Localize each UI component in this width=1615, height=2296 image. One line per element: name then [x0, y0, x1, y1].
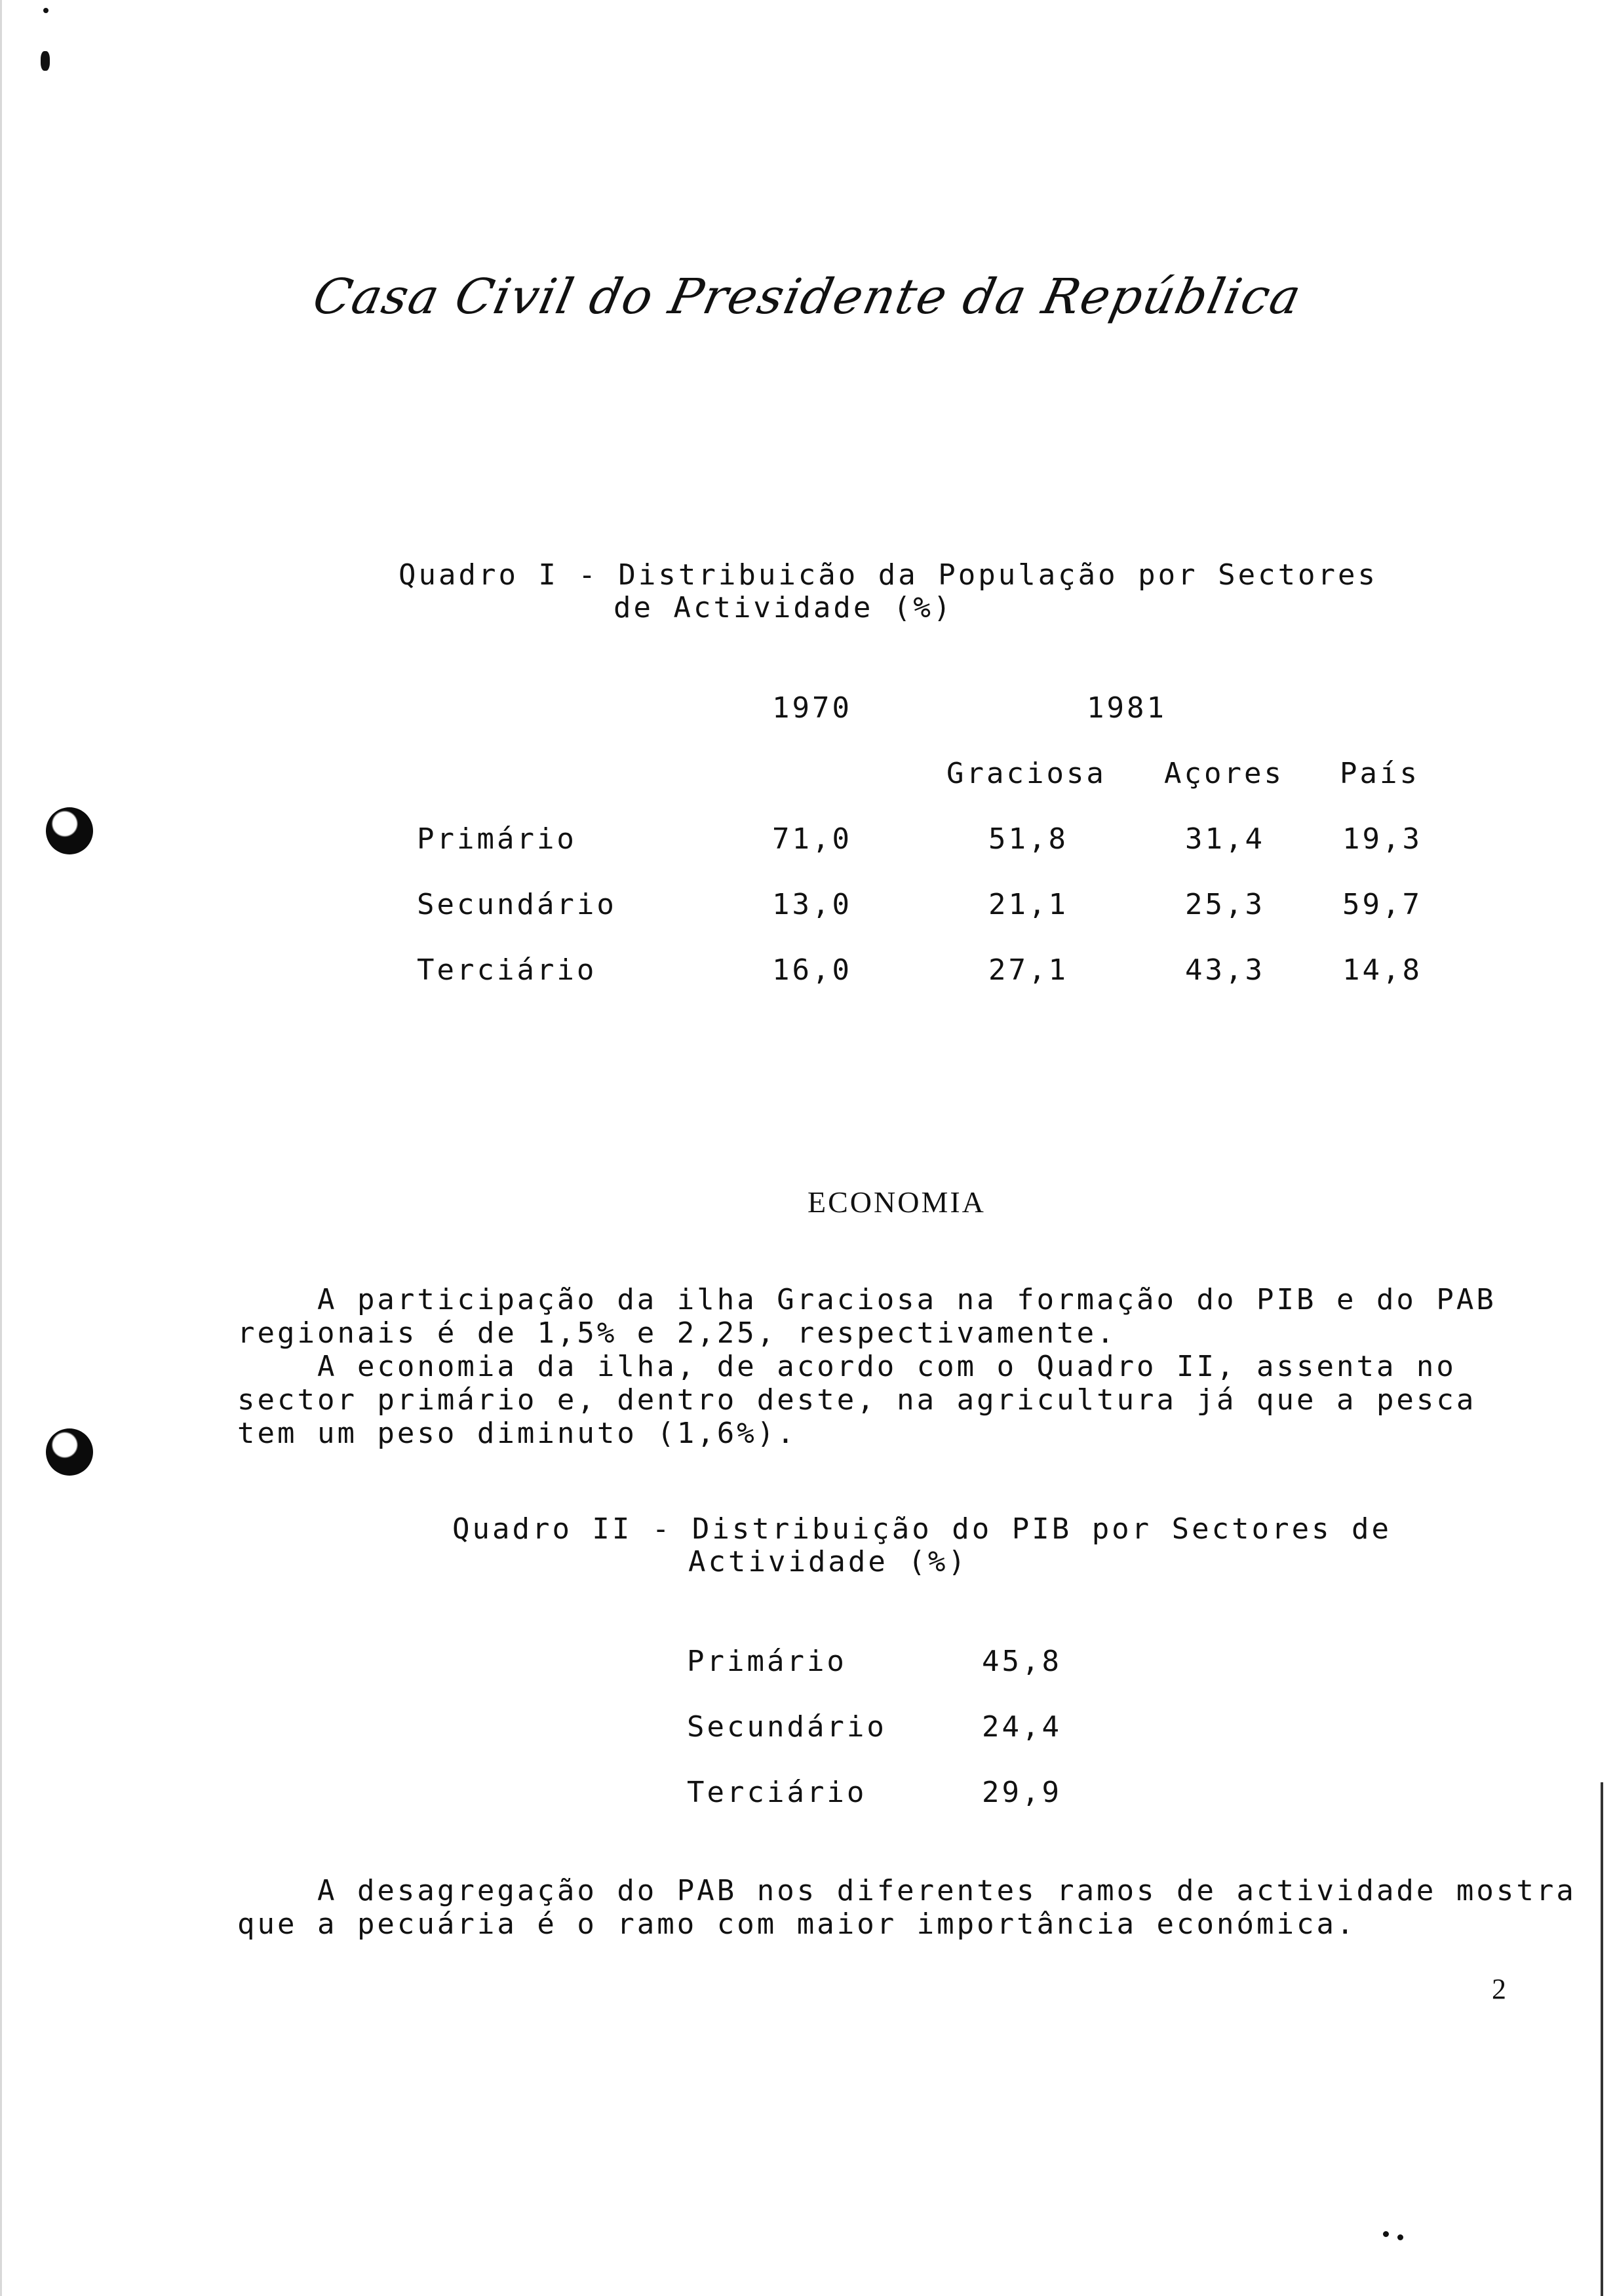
paragraph1-line: A participação da ilha Graciosa na formação do PIB e do PAB [237, 1283, 1496, 1316]
paragraph2-line: A desagregação do PAB nos diferentes ramos de actividade mostra [237, 1874, 1576, 1907]
letterhead: Casa Civil do Presidente da República [308, 269, 1307, 325]
quadro1-cell-graciosa: 51,8 [988, 822, 1068, 856]
quadro1-cell-1970: 13,0 [772, 888, 852, 921]
quadro1-cell-pais: 59,7 [1342, 888, 1422, 921]
quadro1-row-label: Secundário [417, 888, 617, 921]
quadro1-title-line2: de Actividade (%) [613, 591, 954, 624]
quadro1-cell-acores: 31,4 [1185, 822, 1265, 856]
quadro2-row-value: 24,4 [982, 1710, 1062, 1744]
quadro2-row-value: 29,9 [982, 1776, 1062, 1809]
quadro2-title-line2: Actividade (%) [688, 1545, 968, 1578]
binder-hole-bottom [46, 1428, 93, 1476]
quadro1-cell-pais: 19,3 [1342, 822, 1422, 856]
page-number: 2 [1492, 1973, 1506, 2005]
quadro1-cell-1970: 16,0 [772, 953, 852, 987]
scan-edge-right [1601, 1782, 1603, 2296]
quadro1-col-pais: País [1340, 757, 1420, 790]
quadro1-col-acores: Açores [1164, 757, 1284, 790]
quadro2-row-label: Primário [687, 1645, 847, 1678]
quadro1-cell-acores: 43,3 [1185, 953, 1265, 987]
quadro1-cell-1970: 71,0 [772, 822, 852, 856]
quadro1-year-1981: 1981 [1087, 691, 1167, 725]
speck-bottom-right-2 [1397, 2234, 1403, 2240]
binder-hole-top [46, 807, 93, 854]
quadro1-cell-pais: 14,8 [1342, 953, 1422, 987]
quadro1-year-1970: 1970 [772, 691, 852, 725]
quadro1-row-label: Primário [417, 822, 577, 856]
quadro1-cell-acores: 25,3 [1185, 888, 1265, 921]
quadro1-cell-graciosa: 21,1 [988, 888, 1068, 921]
quadro1-col-graciosa: Graciosa [946, 757, 1106, 790]
scan-edge-left [0, 0, 2, 2296]
quadro1-row-label: Terciário [417, 953, 597, 987]
paragraph1-line: tem um peso diminuto (1,6%). [237, 1417, 797, 1450]
quadro1-cell-graciosa: 27,1 [988, 953, 1068, 987]
quadro2-title-line1: Quadro II - Distribuição do PIB por Sectores de [452, 1512, 1392, 1546]
quadro1-title-line1: Quadro I - Distribuicão da População por Sectores [399, 558, 1378, 592]
speck-bottom-right-1 [1383, 2231, 1389, 2237]
quadro2-row-label: Terciário [687, 1776, 867, 1809]
paragraph2-line: que a pecuária é o ramo com maior importância económica. [237, 1907, 1357, 1941]
paragraph1-line: A economia da ilha, de acordo com o Quadro II, assenta no [237, 1350, 1456, 1383]
quadro2-row-label: Secundário [687, 1710, 887, 1744]
speck-pin [41, 51, 50, 71]
economia-heading: ECONOMIA [808, 1185, 986, 1219]
paragraph1-line: sector primário e, dentro deste, na agricultura já que a pesca [237, 1383, 1477, 1417]
speck-top-left [43, 8, 49, 13]
quadro2-row-value: 45,8 [982, 1645, 1062, 1678]
paragraph1-line: regionais é de 1,5% e 2,25, respectivamente. [237, 1316, 1117, 1350]
